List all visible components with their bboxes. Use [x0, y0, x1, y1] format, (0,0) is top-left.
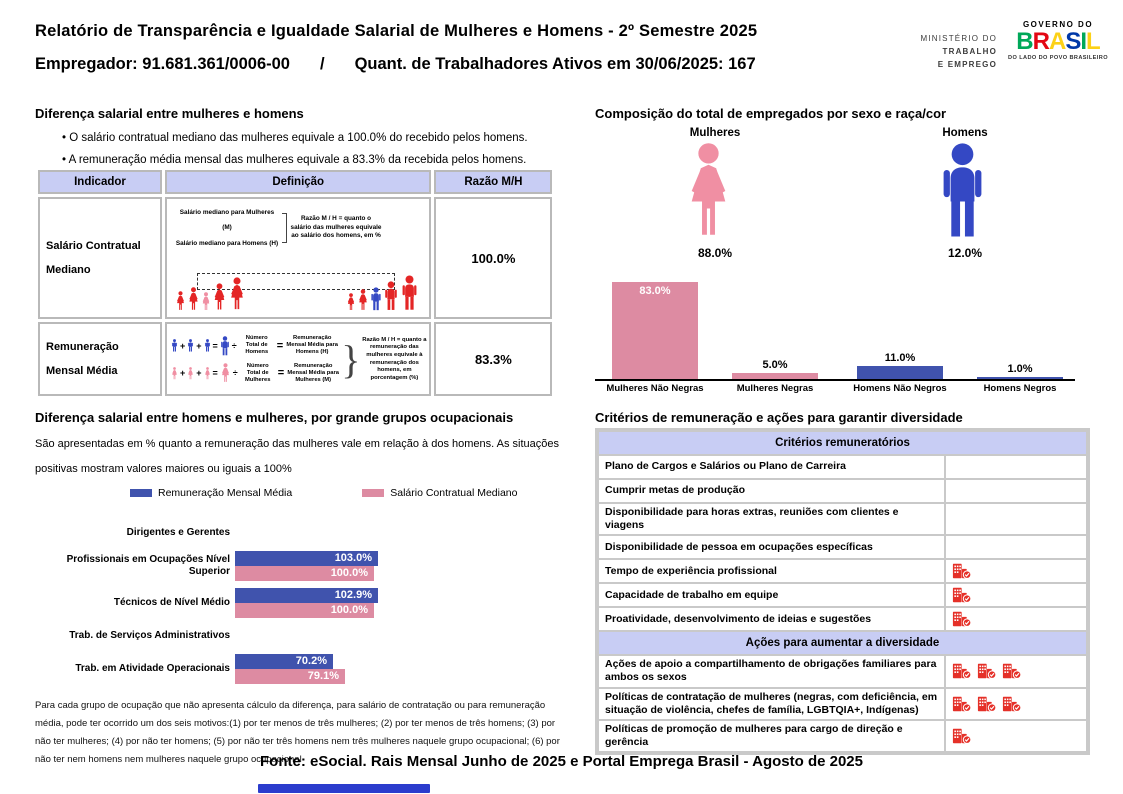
source-footer: Fonte: eSocial. Rais Mensal Junho de 2025 e Portal Emprega Brasil - Agosto de 2025 [260, 753, 863, 770]
bar-value-label: 1.0% [1007, 363, 1033, 375]
ministry-logo-line2: TRABALHO [942, 47, 997, 57]
composition-bar [612, 282, 698, 379]
criteria-label: Plano de Cargos e Salários ou Plano de Carreira [599, 456, 944, 478]
female-figure-icon [204, 367, 211, 380]
table-row [599, 536, 1086, 558]
occupational-chart-row [35, 584, 545, 621]
male-figure-icon [220, 336, 230, 356]
legend-label-salario: Salário Contratual Mediano [390, 487, 518, 499]
male-figure-icon [187, 339, 194, 352]
composition-bar [857, 352, 943, 379]
occupational-bar [235, 603, 374, 618]
bar-value-label: 11.0% [884, 352, 916, 364]
bar-category-label: Mulheres Negras [736, 383, 814, 394]
brasil-letter: L [1086, 28, 1100, 55]
bottom-scrollbar[interactable] [258, 784, 430, 793]
criteria-table-header-remuneratorios: Critérios remuneratórios [599, 432, 1086, 454]
table-row [599, 656, 1086, 686]
table-row [599, 456, 1086, 478]
female-figure-icon [682, 142, 735, 240]
gov-logo-top-text: GOVERNO DO [1022, 20, 1094, 29]
criteria-table-header-diversidade: Ações para aumentar a diversidade [599, 632, 1086, 654]
company-building-check-icon [952, 563, 972, 579]
occupational-bar [235, 654, 333, 669]
wage-gap-bullets [62, 127, 532, 172]
bar-category-label: Mulheres Não Negras [606, 383, 704, 394]
company-building-check-icon [977, 696, 997, 712]
median-salary-women-label: Salário mediano para Mulheres (M) [179, 209, 275, 232]
bullet-mean-remuneration: • A remuneração média mensal das mulheres equivale a 83.3% da recebida pelos homens. [62, 154, 527, 167]
occupation-group-label: Trab. em Atividade Operacionais [75, 662, 230, 674]
bar-value-label: 83.0% [639, 285, 671, 297]
curly-brace: } [341, 336, 361, 382]
male-figure-icon [400, 275, 419, 311]
bar-value-label: 5.0% [762, 359, 788, 371]
women-label: Mulheres [689, 127, 741, 139]
criteria-label: Ações de apoio a compartilhamento de obrigações familiares para ambos os sexos [599, 656, 944, 686]
occupational-footnote: Para cada grupo de ocupação que não apresenta cálculo da diferença, para salário de contratação ou para remuneração média, pode ter ocorrido um dos seis motivos:(1) por ter menos de três mulheres; (2) por ter menos de três homens; (3) por não ter mulheres; (4) por não ter homens; (5) por não ter três homens nem três mulheres naquele grupo ocupacional; (6) por não ter nem homens nem mulheres naquele grupo ocupacional [35, 700, 560, 766]
mean-ratio-explanation: Razão M / H = quanto a remuneração das mulheres equivale à remuneração dos homens, em porcentagem (%) [362, 336, 427, 381]
women-percentage: 88.0% [697, 246, 733, 260]
employer-value: Empregador: 91.681.361/0006-00 [35, 55, 290, 73]
bullet-median-salary: • O salário contratual mediano das mulheres equivale a 100.0% do recebido pelos homens. [62, 132, 528, 144]
female-figure-icon [220, 363, 231, 383]
table-row [38, 197, 552, 319]
occupation-group-label: Dirigentes e Gerentes [126, 526, 230, 538]
bar-category-label: Homens Não Negros [853, 383, 947, 394]
ratio-value-mean-remuneration: 83.3% [434, 322, 552, 396]
brasil-letter: R [1032, 28, 1049, 55]
occupational-bar [235, 566, 374, 581]
occupation-group-label: Trab. de Serviços Administrativos [69, 629, 230, 641]
indicator-table-header-razao: Razão M/H [434, 170, 552, 194]
table-row [599, 584, 1086, 606]
male-figure-icon [204, 339, 211, 352]
company-building-check-icon [952, 728, 972, 744]
ministry-logo-line3: E EMPREGO [937, 60, 997, 70]
female-figure-icon [228, 277, 246, 311]
criteria-company-icons-cell [946, 608, 1086, 630]
occupational-chart-row [35, 518, 545, 547]
occupational-bar [235, 551, 378, 566]
occupational-bar [235, 669, 345, 684]
legend-item-remuneracao [130, 487, 292, 499]
criteria-company-icons-cell [946, 480, 1086, 502]
female-figure-icon [346, 293, 356, 311]
composition-section-title: Composição do total de empregados por sexo e raça/cor [595, 106, 947, 121]
composition-bar [977, 363, 1063, 379]
criteria-company-icons-cell [946, 656, 1086, 686]
table-row [599, 560, 1086, 582]
ratio-value-median-salary: 100.0% [434, 197, 552, 319]
criteria-section-title: Critérios de remuneração e ações para garantir diversidade [595, 410, 963, 425]
bar-value-label: 102.9% [334, 588, 372, 601]
bar-value-label: 100.0% [330, 566, 368, 579]
company-building-check-icon [952, 663, 972, 679]
criteria-company-icons-cell [946, 721, 1086, 751]
female-figure-icon [187, 287, 200, 311]
definition-cell-median-salary [165, 197, 431, 319]
criteria-company-icons-cell [946, 504, 1086, 534]
criteria-company-icons-cell [946, 560, 1086, 582]
company-building-check-icon [952, 611, 972, 627]
ratio-explanation-text: Razão M / H = quanto o salário das mulheres equivale ao salário dos homens, em % [290, 215, 382, 240]
employer-line [35, 55, 756, 74]
company-building-check-icon [977, 663, 997, 679]
table-row [599, 504, 1086, 534]
bar-value-label: 70.2% [295, 654, 327, 667]
occupational-chart-row [35, 621, 545, 650]
company-building-check-icon [952, 587, 972, 603]
bar-value-label: 79.1% [307, 669, 339, 682]
legend-item-salario [362, 487, 517, 499]
occupational-bar-chart [35, 518, 545, 687]
criteria-label: Tempo de experiência profissional [599, 560, 944, 582]
legend-swatch-pink [362, 489, 384, 497]
occupation-group-label: Profissionais em Ocupações Nível Superior [66, 554, 230, 577]
company-building-check-icon [1002, 663, 1022, 679]
ministry-logo [872, 32, 997, 72]
company-building-check-icon [1002, 696, 1022, 712]
occupation-group-label: Técnicos de Nível Médio [113, 596, 230, 608]
man-pictogram-icon [937, 142, 988, 240]
table-row [599, 608, 1086, 630]
criteria-company-icons-cell [946, 536, 1086, 558]
female-figure-icon [171, 367, 178, 380]
criteria-company-icons-cell [946, 689, 1086, 719]
occupational-section-title: Diferença salarial entre homens e mulheres, por grande grupos ocupacionais [35, 410, 514, 425]
criteria-label: Disponibilidade para horas extras, reuniões com clientes e viagens [599, 504, 944, 534]
table-row [38, 322, 552, 396]
occupational-chart-row [35, 650, 545, 687]
chart-legend [130, 487, 517, 499]
table-row [599, 689, 1086, 719]
criteria-label: Políticas de promoção de mulheres para cargo de direção e gerência [599, 721, 944, 751]
criteria-label: Disponibilidade de pessoa em ocupações específicas [599, 536, 944, 558]
female-figure-icon [201, 292, 211, 311]
male-figure-icon [383, 281, 399, 311]
table-row [599, 721, 1086, 751]
legend-label-remuneracao: Remuneração Mensal Média [158, 487, 293, 499]
brasil-letter: A [1048, 28, 1066, 55]
indicator-label-remuneracao-media: Remuneração Mensal Média [38, 322, 162, 396]
composition-bar-chart [595, 277, 1075, 394]
wage-gap-section-title: Diferença salarial entre mulheres e homens [35, 106, 304, 121]
occupational-chart-row [35, 547, 545, 584]
brasil-letter: I [1080, 28, 1087, 55]
bar-category-label: Homens Negros [983, 383, 1057, 394]
men-label: Homens [942, 127, 988, 139]
woman-pictogram-icon [682, 142, 735, 240]
indicator-table-header-definicao: Definição [165, 170, 431, 194]
criteria-table [595, 428, 1090, 755]
definition-cell-mean-remuneration: + + = ÷ Número Total de Homens = Remuneração Mensal Média para Homens (H) + + = ÷ Número Total de Mulheres = Remuneração Mensal Média para Mulheres (M) } Razão M / H = quanto a remuneração das mulheres equivale à remuneração dos homens, em porcentagem (%) [165, 322, 431, 396]
male-figure-icon [370, 287, 382, 311]
brasil-letter: S [1065, 28, 1081, 55]
active-workers-value: Quant. de Trabalhadores Ativos em 30/06/2025: 167 [354, 55, 756, 73]
indicator-table-header-indicador: Indicador [38, 170, 162, 194]
bracket-shape [282, 213, 287, 243]
female-figure-icon [187, 367, 194, 380]
occupational-description: São apresentadas em % quanto a remuneração das mulheres vale em relação à dos homens. As situações positivas mostram valores maiores ou iguais a 100% [35, 438, 560, 476]
criteria-label: Cumprir metas de produção [599, 480, 944, 502]
report-title: Relatório de Transparência e Igualdade Salarial de Mulheres e Homens - 2º Semestre 2025 [35, 22, 758, 40]
female-figure-icon [357, 289, 369, 311]
ministry-logo-line1: MINISTÉRIO DO [920, 34, 997, 43]
composition-bar [732, 359, 818, 379]
gov-logo-bottom-text: DO LADO DO POVO BRASILEIRO [1008, 55, 1108, 62]
men-percentage: 12.0% [947, 246, 983, 260]
occupational-bar [235, 588, 378, 603]
median-salary-men-label: Salário mediano para Homens (H) [175, 239, 279, 247]
criteria-label: Políticas de contratação de mulheres (negras, com deficiência, em situação de violência, chefes de família, LGBTQIA+, Indígenas) [599, 689, 944, 719]
female-figure-icon [175, 291, 186, 311]
indicator-table [35, 167, 555, 399]
male-figure-icon [171, 339, 178, 352]
government-brasil-logo [1008, 20, 1108, 61]
criteria-label: Proatividade, desenvolvimento de ideias e sugestões [599, 608, 944, 630]
brasil-letter: B [1016, 28, 1033, 55]
criteria-company-icons-cell [946, 456, 1086, 478]
separator: / [320, 55, 325, 73]
female-figure-icon [212, 283, 227, 311]
chart-baseline [595, 379, 1075, 381]
male-figure-icon [937, 142, 988, 240]
legend-swatch-blue [130, 489, 152, 497]
indicator-label-salario-mediano: Salário Contratual Mediano [38, 197, 162, 319]
table-row [599, 480, 1086, 502]
criteria-label: Capacidade de trabalho em equipe [599, 584, 944, 606]
bar-value-label: 100.0% [330, 603, 368, 616]
bar-value-label: 103.0% [334, 551, 372, 564]
company-building-check-icon [952, 696, 972, 712]
people-pictogram-diagram [167, 255, 429, 317]
brasil-wordmark [1008, 29, 1108, 54]
criteria-company-icons-cell [946, 584, 1086, 606]
